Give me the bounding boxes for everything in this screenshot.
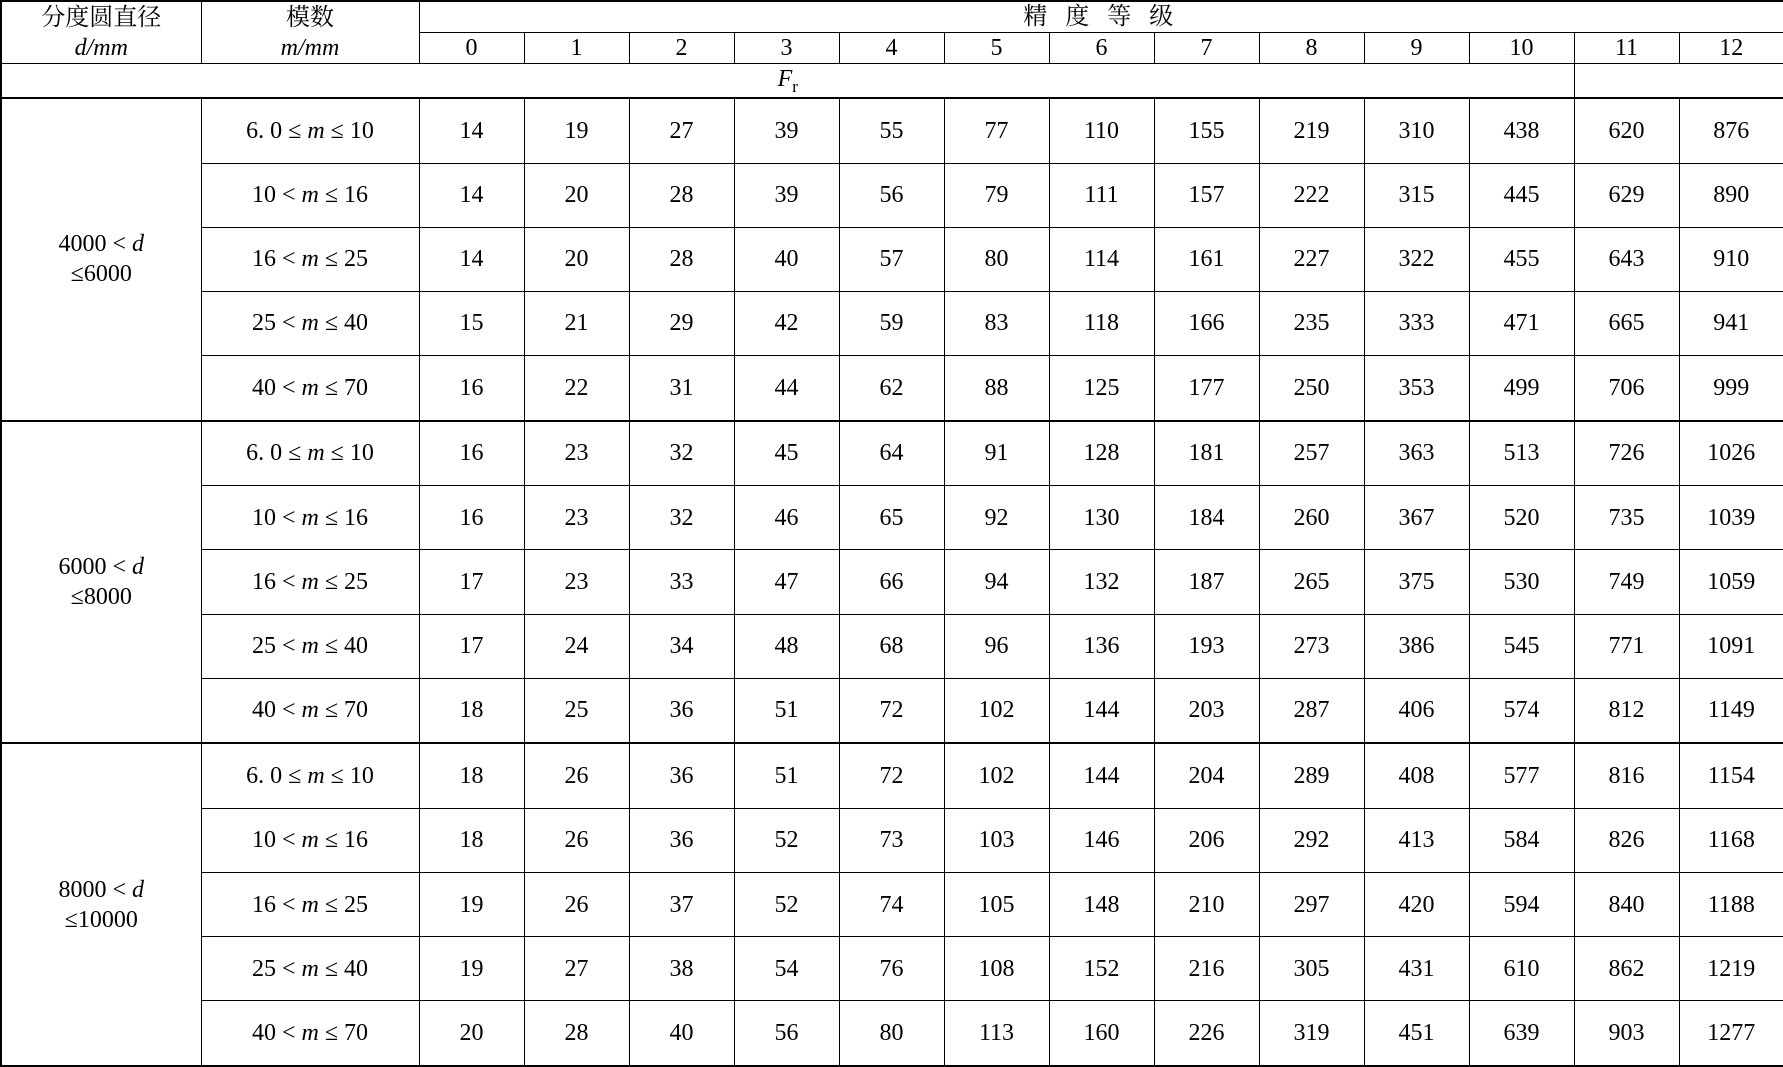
value-cell: 125 [1049, 356, 1154, 421]
value-cell: 455 [1469, 227, 1574, 291]
value-cell: 25 [524, 678, 629, 743]
value-cell: 204 [1154, 743, 1259, 808]
value-cell: 114 [1049, 227, 1154, 291]
value-cell: 513 [1469, 421, 1574, 486]
grade-header-0: 0 [419, 33, 524, 64]
module-range-cell: 10 < m ≤ 16 [201, 486, 419, 550]
value-cell: 27 [524, 937, 629, 1001]
value-cell: 26 [524, 743, 629, 808]
value-cell: 726 [1574, 421, 1679, 486]
value-cell: 33 [629, 550, 734, 614]
module-range-cell: 25 < m ≤ 40 [201, 291, 419, 355]
header-module-line1: 模数 [286, 4, 334, 31]
value-cell: 34 [629, 614, 734, 678]
header-module-line2: m/mm [280, 34, 340, 61]
value-cell: 639 [1469, 1001, 1574, 1066]
module-range-cell: 25 < m ≤ 40 [201, 614, 419, 678]
value-cell: 431 [1364, 937, 1469, 1001]
value-cell: 206 [1154, 808, 1259, 872]
value-cell: 297 [1259, 873, 1364, 937]
value-cell: 210 [1154, 873, 1259, 937]
value-cell: 771 [1574, 614, 1679, 678]
module-range-cell: 6. 0 ≤ m ≤ 10 [201, 743, 419, 808]
value-cell: 310 [1364, 98, 1469, 163]
value-cell: 83 [944, 291, 1049, 355]
value-cell: 57 [839, 227, 944, 291]
diameter-group-cell [1, 421, 201, 744]
value-cell: 111 [1049, 163, 1154, 227]
value-cell: 136 [1049, 614, 1154, 678]
value-cell: 706 [1574, 356, 1679, 421]
table-row [1, 163, 1783, 227]
value-cell: 76 [839, 937, 944, 1001]
value-cell: 1026 [1679, 421, 1783, 486]
value-cell: 1168 [1679, 808, 1783, 872]
value-cell: 665 [1574, 291, 1679, 355]
value-cell: 322 [1364, 227, 1469, 291]
value-cell: 203 [1154, 678, 1259, 743]
value-cell: 181 [1154, 421, 1259, 486]
value-cell: 31 [629, 356, 734, 421]
value-cell: 812 [1574, 678, 1679, 743]
value-cell: 56 [734, 1001, 839, 1066]
value-cell: 222 [1259, 163, 1364, 227]
module-range-cell: 40 < m ≤ 70 [201, 678, 419, 743]
value-cell: 20 [524, 163, 629, 227]
grade-header-10: 10 [1469, 33, 1574, 64]
grade-header-11: 11 [1574, 33, 1679, 64]
table-row [1, 356, 1783, 421]
module-range-cell: 10 < m ≤ 16 [201, 163, 419, 227]
value-cell: 155 [1154, 98, 1259, 163]
grade-header-7: 7 [1154, 33, 1259, 64]
value-cell: 108 [944, 937, 1049, 1001]
value-cell: 160 [1049, 1001, 1154, 1066]
value-cell: 584 [1469, 808, 1574, 872]
value-cell: 39 [734, 163, 839, 227]
value-cell: 420 [1364, 873, 1469, 937]
value-cell: 816 [1574, 743, 1679, 808]
table-row [1, 291, 1783, 355]
value-cell: 132 [1049, 550, 1154, 614]
value-cell: 40 [629, 1001, 734, 1066]
value-cell: 38 [629, 937, 734, 1001]
value-cell: 1149 [1679, 678, 1783, 743]
value-cell: 103 [944, 808, 1049, 872]
value-cell: 26 [524, 808, 629, 872]
value-cell: 91 [944, 421, 1049, 486]
value-cell: 161 [1154, 227, 1259, 291]
header-diameter-line1: 分度圆直径 [41, 4, 162, 31]
value-cell: 94 [944, 550, 1049, 614]
table-header [1, 1, 1783, 98]
value-cell: 20 [524, 227, 629, 291]
value-cell: 471 [1469, 291, 1574, 355]
value-cell: 29 [629, 291, 734, 355]
value-cell: 862 [1574, 937, 1679, 1001]
value-cell: 37 [629, 873, 734, 937]
value-cell: 305 [1259, 937, 1364, 1001]
table-row [1, 227, 1783, 291]
grade-header-9: 9 [1364, 33, 1469, 64]
value-cell: 16 [419, 356, 524, 421]
value-cell: 62 [839, 356, 944, 421]
value-cell: 319 [1259, 1001, 1364, 1066]
value-cell: 876 [1679, 98, 1783, 163]
module-range-cell: 16 < m ≤ 25 [201, 550, 419, 614]
diameter-group-cell [1, 98, 201, 421]
grade-header-3: 3 [734, 33, 839, 64]
value-cell: 438 [1469, 98, 1574, 163]
value-cell: 68 [839, 614, 944, 678]
value-cell: 128 [1049, 421, 1154, 486]
table-body [1, 98, 1783, 1066]
value-cell: 105 [944, 873, 1049, 937]
value-cell: 840 [1574, 873, 1679, 937]
table-row [1, 937, 1783, 1001]
value-cell: 735 [1574, 486, 1679, 550]
value-cell: 265 [1259, 550, 1364, 614]
value-cell: 44 [734, 356, 839, 421]
value-cell: 66 [839, 550, 944, 614]
value-cell: 148 [1049, 873, 1154, 937]
value-cell: 890 [1679, 163, 1783, 227]
value-cell: 80 [839, 1001, 944, 1066]
value-cell: 594 [1469, 873, 1574, 937]
value-cell: 72 [839, 743, 944, 808]
value-cell: 287 [1259, 678, 1364, 743]
value-cell: 333 [1364, 291, 1469, 355]
value-cell: 193 [1154, 614, 1259, 678]
value-cell: 42 [734, 291, 839, 355]
grade-header-4: 4 [839, 33, 944, 64]
table-row [1, 808, 1783, 872]
value-cell: 23 [524, 550, 629, 614]
value-cell: 530 [1469, 550, 1574, 614]
value-cell: 23 [524, 421, 629, 486]
value-cell: 187 [1154, 550, 1259, 614]
value-cell: 17 [419, 550, 524, 614]
header-accuracy-grade: 精 度 等 级 [419, 1, 1783, 33]
value-cell: 19 [419, 873, 524, 937]
table-row [1, 1001, 1783, 1066]
value-cell: 273 [1259, 614, 1364, 678]
value-cell: 46 [734, 486, 839, 550]
value-cell: 23 [524, 486, 629, 550]
value-cell: 226 [1154, 1001, 1259, 1066]
value-cell: 16 [419, 486, 524, 550]
value-cell: 36 [629, 808, 734, 872]
value-cell: 54 [734, 937, 839, 1001]
value-cell: 610 [1469, 937, 1574, 1001]
value-cell: 826 [1574, 808, 1679, 872]
value-cell: 910 [1679, 227, 1783, 291]
diameter-group-cell [1, 743, 201, 1066]
value-cell: 406 [1364, 678, 1469, 743]
value-cell: 96 [944, 614, 1049, 678]
value-cell: 18 [419, 743, 524, 808]
value-cell: 59 [839, 291, 944, 355]
value-cell: 520 [1469, 486, 1574, 550]
value-cell: 1219 [1679, 937, 1783, 1001]
value-cell: 292 [1259, 808, 1364, 872]
value-cell: 52 [734, 873, 839, 937]
value-cell: 1188 [1679, 873, 1783, 937]
value-cell: 110 [1049, 98, 1154, 163]
value-cell: 999 [1679, 356, 1783, 421]
grade-header-1: 1 [524, 33, 629, 64]
value-cell: 445 [1469, 163, 1574, 227]
value-cell: 146 [1049, 808, 1154, 872]
value-cell: 36 [629, 678, 734, 743]
header-diameter [1, 1, 201, 64]
header-row-title [1, 1, 1783, 33]
module-range-cell: 6. 0 ≤ m ≤ 10 [201, 421, 419, 486]
value-cell: 315 [1364, 163, 1469, 227]
value-cell: 28 [629, 227, 734, 291]
value-cell: 118 [1049, 291, 1154, 355]
value-cell: 40 [734, 227, 839, 291]
value-cell: 65 [839, 486, 944, 550]
value-cell: 64 [839, 421, 944, 486]
value-cell: 353 [1364, 356, 1469, 421]
parameter-symbol-cell [1, 64, 1574, 99]
value-cell: 39 [734, 98, 839, 163]
value-cell: 28 [524, 1001, 629, 1066]
value-cell: 14 [419, 227, 524, 291]
value-cell: 77 [944, 98, 1049, 163]
value-cell: 56 [839, 163, 944, 227]
module-range-cell: 6. 0 ≤ m ≤ 10 [201, 98, 419, 163]
value-cell: 24 [524, 614, 629, 678]
diameter-group-line2: ≤10000 [64, 906, 138, 933]
header-module [201, 1, 419, 64]
value-cell: 19 [524, 98, 629, 163]
value-cell: 74 [839, 873, 944, 937]
value-cell: 1091 [1679, 614, 1783, 678]
value-cell: 375 [1364, 550, 1469, 614]
value-cell: 45 [734, 421, 839, 486]
diameter-group-line1: 6000 < d [58, 553, 145, 580]
value-cell: 51 [734, 743, 839, 808]
diameter-group-line2: ≤8000 [70, 583, 132, 610]
value-cell: 14 [419, 163, 524, 227]
table-row [1, 614, 1783, 678]
module-range-cell: 16 < m ≤ 25 [201, 873, 419, 937]
header-diameter-line2: d/mm [74, 34, 128, 61]
grade-header-12: 12 [1679, 33, 1783, 64]
value-cell: 22 [524, 356, 629, 421]
value-cell: 32 [629, 486, 734, 550]
value-cell: 52 [734, 808, 839, 872]
parameter-subscript: r [792, 76, 798, 96]
value-cell: 130 [1049, 486, 1154, 550]
value-cell: 386 [1364, 614, 1469, 678]
value-cell: 21 [524, 291, 629, 355]
value-cell: 629 [1574, 163, 1679, 227]
table-row [1, 486, 1783, 550]
value-cell: 80 [944, 227, 1049, 291]
value-cell: 367 [1364, 486, 1469, 550]
value-cell: 577 [1469, 743, 1574, 808]
module-range-cell: 40 < m ≤ 70 [201, 1001, 419, 1066]
value-cell: 18 [419, 678, 524, 743]
value-cell: 88 [944, 356, 1049, 421]
header-row-parameter [1, 64, 1783, 99]
value-cell: 499 [1469, 356, 1574, 421]
value-cell: 19 [419, 937, 524, 1001]
value-cell: 28 [629, 163, 734, 227]
value-cell: 219 [1259, 98, 1364, 163]
value-cell: 250 [1259, 356, 1364, 421]
value-cell: 941 [1679, 291, 1783, 355]
value-cell: 177 [1154, 356, 1259, 421]
value-cell: 1039 [1679, 486, 1783, 550]
value-cell: 643 [1574, 227, 1679, 291]
value-cell: 47 [734, 550, 839, 614]
value-cell: 289 [1259, 743, 1364, 808]
value-cell: 48 [734, 614, 839, 678]
grade-header-2: 2 [629, 33, 734, 64]
value-cell: 216 [1154, 937, 1259, 1001]
value-cell: 102 [944, 743, 1049, 808]
parameter-symbol: F [777, 66, 793, 92]
table-row [1, 98, 1783, 163]
module-range-cell: 25 < m ≤ 40 [201, 937, 419, 1001]
table-row [1, 743, 1783, 808]
table-row [1, 873, 1783, 937]
diameter-group-line1: 4000 < d [58, 231, 145, 258]
value-cell: 14 [419, 98, 524, 163]
value-cell: 72 [839, 678, 944, 743]
value-cell: 152 [1049, 937, 1154, 1001]
value-cell: 184 [1154, 486, 1259, 550]
value-cell: 20 [419, 1001, 524, 1066]
value-cell: 257 [1259, 421, 1364, 486]
value-cell: 235 [1259, 291, 1364, 355]
value-cell: 157 [1154, 163, 1259, 227]
value-cell: 545 [1469, 614, 1574, 678]
value-cell: 166 [1154, 291, 1259, 355]
value-cell: 451 [1364, 1001, 1469, 1066]
value-cell: 92 [944, 486, 1049, 550]
value-cell: 227 [1259, 227, 1364, 291]
value-cell: 408 [1364, 743, 1469, 808]
value-cell: 55 [839, 98, 944, 163]
value-cell: 16 [419, 421, 524, 486]
table-row [1, 421, 1783, 486]
value-cell: 903 [1574, 1001, 1679, 1066]
value-cell: 1277 [1679, 1001, 1783, 1066]
value-cell: 18 [419, 808, 524, 872]
value-cell: 144 [1049, 743, 1154, 808]
value-cell: 26 [524, 873, 629, 937]
value-cell: 51 [734, 678, 839, 743]
table-row [1, 678, 1783, 743]
value-cell: 620 [1574, 98, 1679, 163]
grade-header-5: 5 [944, 33, 1049, 64]
value-cell: 36 [629, 743, 734, 808]
value-cell: 73 [839, 808, 944, 872]
module-range-cell: 16 < m ≤ 25 [201, 227, 419, 291]
grade-header-6: 6 [1049, 33, 1154, 64]
module-range-cell: 40 < m ≤ 70 [201, 356, 419, 421]
value-cell: 27 [629, 98, 734, 163]
diameter-group-line2: ≤6000 [70, 261, 132, 288]
value-cell: 102 [944, 678, 1049, 743]
value-cell: 749 [1574, 550, 1679, 614]
table-row [1, 550, 1783, 614]
grade-header-8: 8 [1259, 33, 1364, 64]
value-cell: 113 [944, 1001, 1049, 1066]
module-range-cell: 10 < m ≤ 16 [201, 808, 419, 872]
value-cell: 144 [1049, 678, 1154, 743]
value-cell: 260 [1259, 486, 1364, 550]
diameter-group-line1: 8000 < d [58, 876, 145, 903]
value-cell: 1154 [1679, 743, 1783, 808]
value-cell: 15 [419, 291, 524, 355]
value-cell: 413 [1364, 808, 1469, 872]
value-cell: 574 [1469, 678, 1574, 743]
value-cell: 79 [944, 163, 1049, 227]
value-cell: 32 [629, 421, 734, 486]
value-cell: 17 [419, 614, 524, 678]
value-cell: 363 [1364, 421, 1469, 486]
value-cell: 1059 [1679, 550, 1783, 614]
